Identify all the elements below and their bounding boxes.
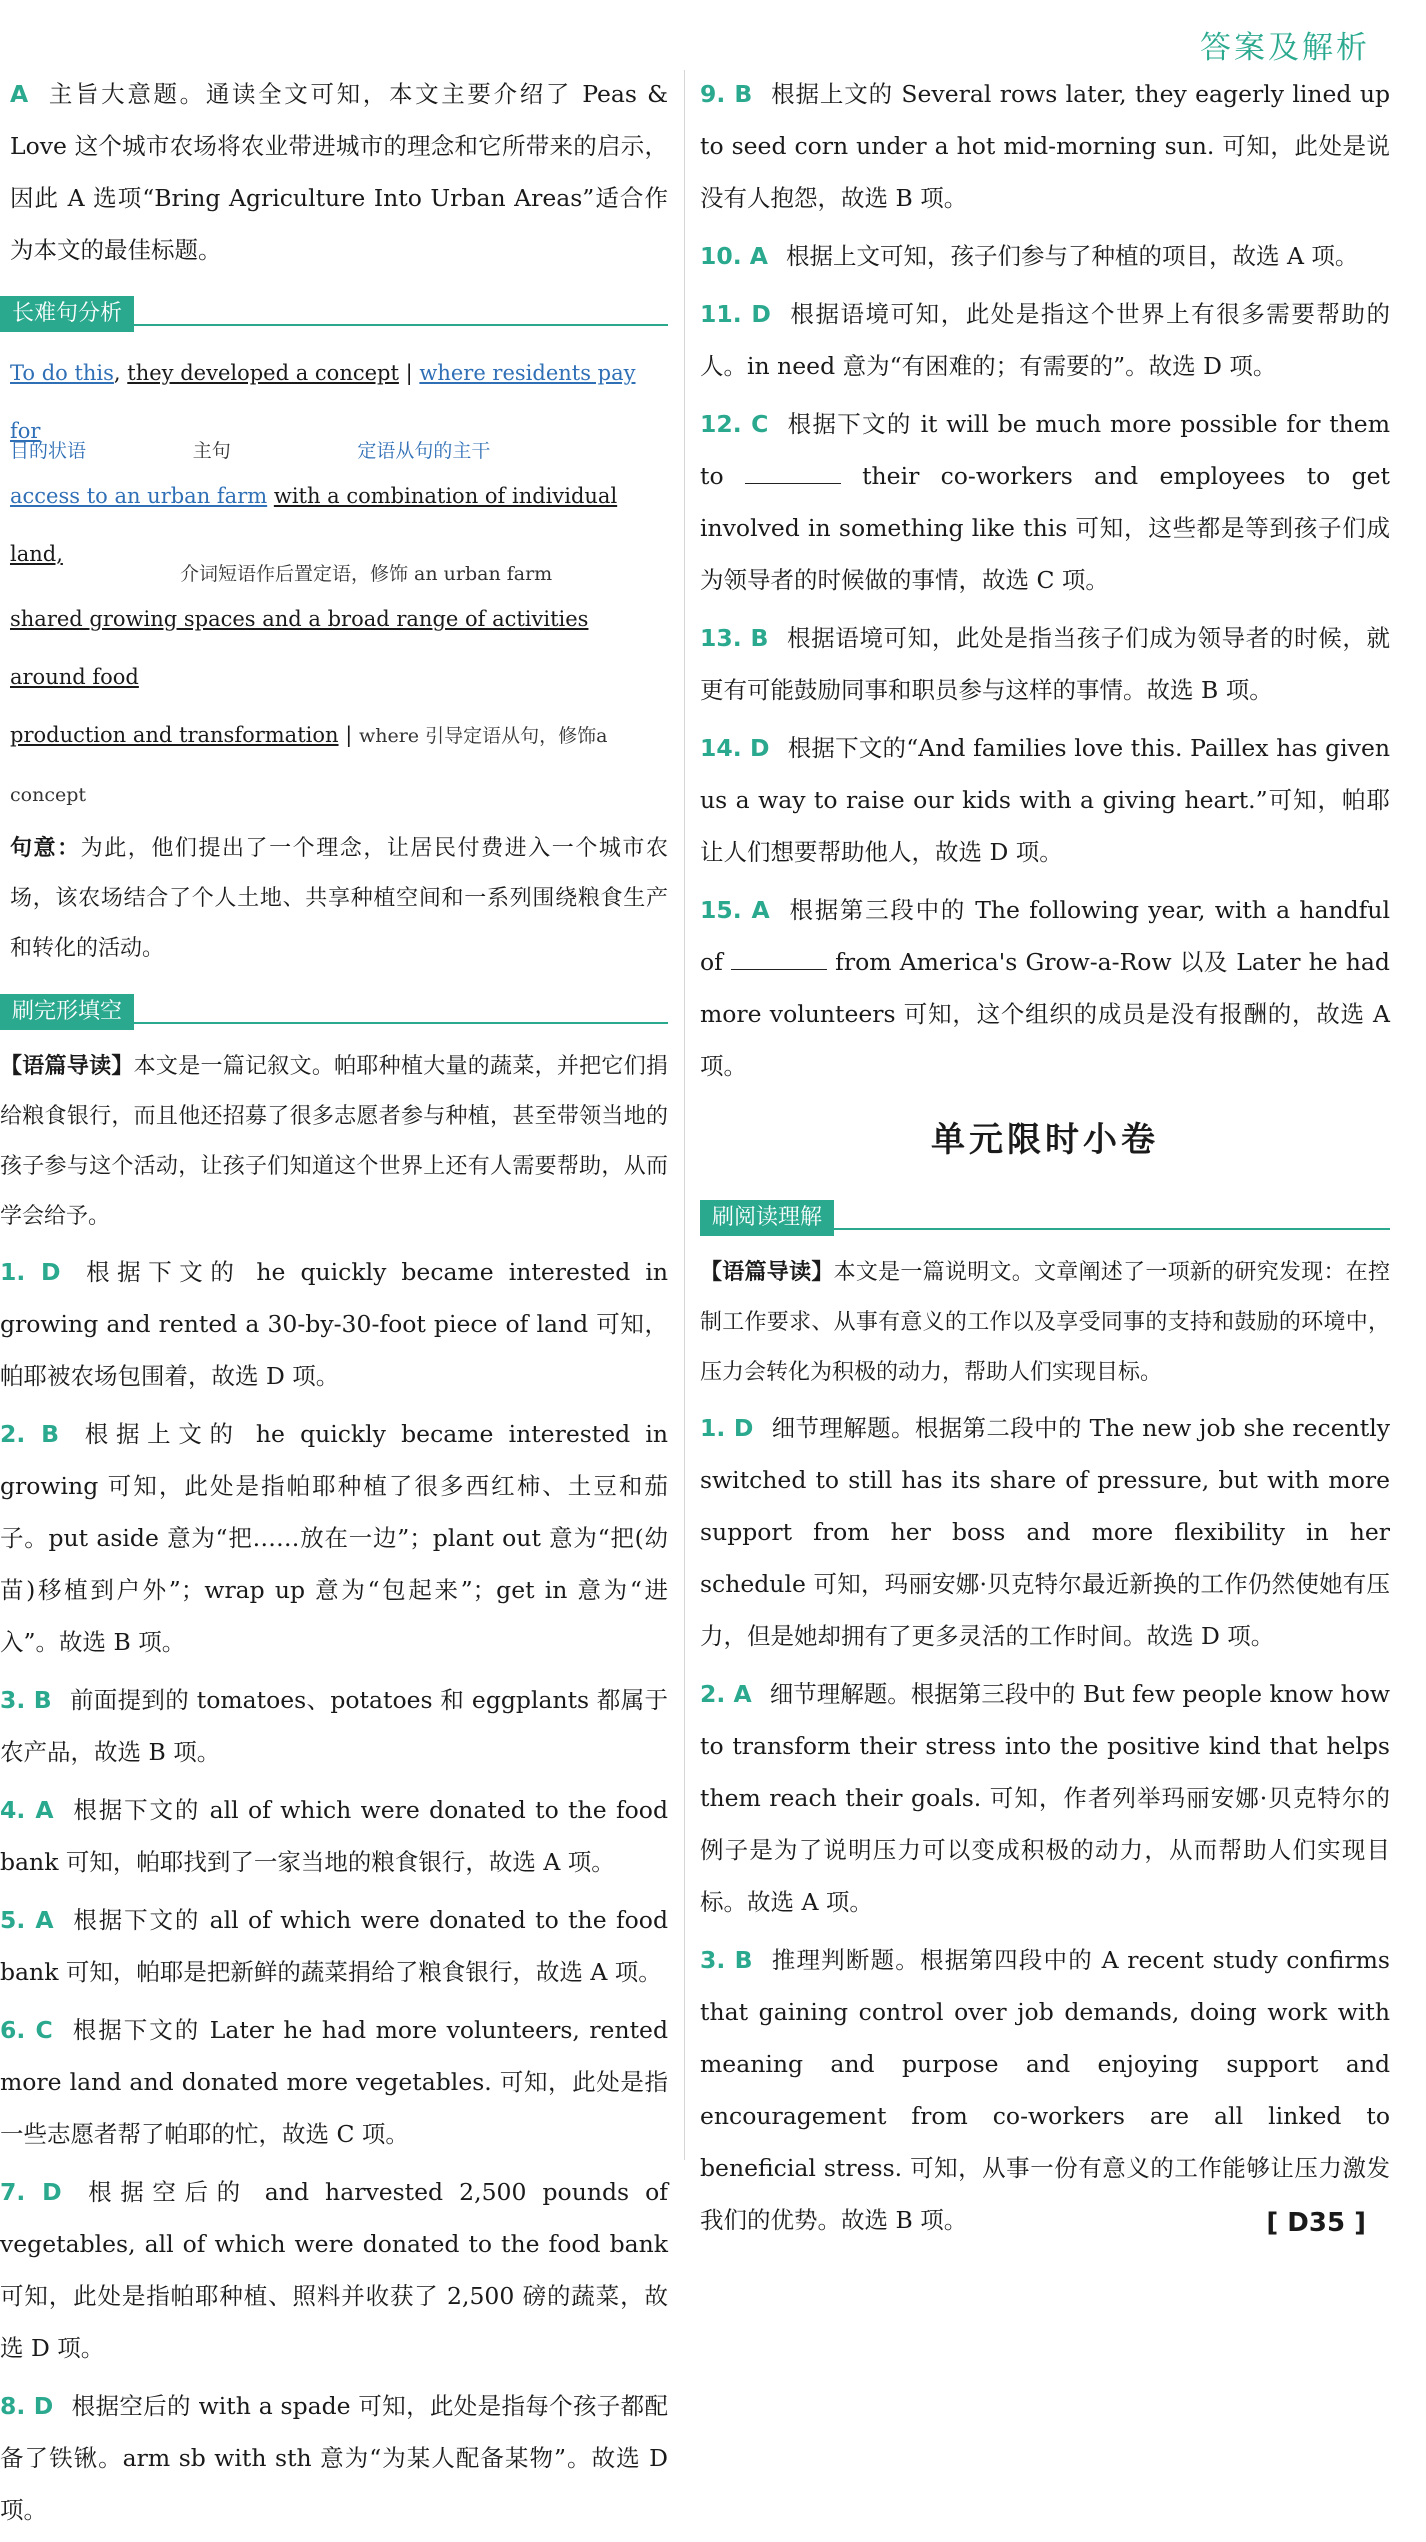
intro-label: 【语篇导读】 bbox=[700, 1260, 834, 1285]
page-header-title: 答案及解析 bbox=[1200, 30, 1370, 66]
translation-label: 句意： bbox=[10, 836, 81, 861]
answer-item bbox=[0, 1246, 668, 1402]
answer-item bbox=[0, 1784, 668, 1888]
answer-number: 5. A bbox=[0, 1906, 54, 1934]
answer-text: 根据下文的“And families love this. Paillex has given us a way to raise our kids with a giving heart.”可知，帕耶让人们想要帮助他人，故选 D 项。 bbox=[700, 734, 1390, 866]
reading-intro bbox=[700, 1248, 1390, 1398]
answer-number: 3. B bbox=[0, 1686, 52, 1714]
answer-text: their co-workers and employees to get involved in something like this 可知，这些都是等到孩子们成为领导者的时候做的事情，故选 C 项。 bbox=[700, 462, 1390, 594]
answer-item bbox=[0, 2004, 668, 2160]
answer-text: 根据上文的 Several rows later, they eagerly lined up to seed corn under a hot mid-morning sun. 可知，此处是说没有人抱怨，故选 B 项。 bbox=[700, 80, 1391, 212]
column-divider bbox=[684, 70, 685, 2160]
right-column bbox=[700, 68, 1390, 2252]
analysis-notes-2 bbox=[10, 557, 668, 590]
answer-text: 细节理解题。根据第二段中的 The new job she recently switched to still has its share of pressure, but with more support from her boss and more flexibility in her schedule 可知，玛丽安娜·贝克特尔最近新换的工作仍然使她有压力，但是她却拥有了更多灵活的工作时间。故选 D 项。 bbox=[700, 1414, 1390, 1650]
answer-number: 3. B bbox=[700, 1946, 753, 1974]
answer-text: 推理判断题。根据第四段中的 A recent study confirms that gaining control over job demands, doing work with meaning and purpose and enjoying support and encouragement from co-workers are all linked to beneficial stress. 可知，从事一份有意义的工作能够让压力激发我们的优势。故选 B 项。 bbox=[700, 1946, 1390, 2234]
answer-item bbox=[0, 1894, 668, 1998]
answer-number: 2. A bbox=[700, 1680, 752, 1708]
sentence-analysis bbox=[0, 344, 668, 974]
answer-item bbox=[700, 1402, 1390, 1662]
analysis-phrase: they developed a concept bbox=[127, 361, 399, 385]
answer-item bbox=[0, 2166, 668, 2374]
analysis-phrase: where residents pay for bbox=[10, 361, 636, 443]
answer-number: 7. D bbox=[0, 2178, 62, 2206]
answer-item bbox=[700, 1668, 1390, 1928]
answer-number: 1. D bbox=[700, 1414, 754, 1442]
answer-text: 根据下文的 he quickly became interested in growing and rented a 30-by-30-foot piece of land 可知，帕耶被农场包围着，故选 D 项。 bbox=[0, 1258, 669, 1390]
answer-number: 12. C bbox=[700, 410, 769, 438]
analysis-notes-1 bbox=[10, 434, 668, 467]
answer-item bbox=[700, 68, 1390, 224]
intro-text: 本文是一篇记叙文。帕耶种植大量的蔬菜，并把它们捐给粮食银行，而且他还招募了很多志愿者参与种植，甚至带领当地的孩子参与这个活动，让孩子们知道这个世界上还有人需要帮助，从而学会给予。 bbox=[0, 1054, 668, 1229]
answer-number: 1. D bbox=[0, 1258, 61, 1286]
answer-text: 根据上文可知，孩子们参与了种植的项目，故选 A 项。 bbox=[786, 242, 1359, 270]
blank-line bbox=[731, 949, 827, 970]
translation-text: 为此，他们提出了一个理念，让居民付费进入一个城市农场，该农场结合了个人土地、共享种植空间和一系列围绕粮食生产和转化的活动。 bbox=[10, 836, 668, 961]
answer-number: 15. A bbox=[700, 896, 770, 924]
answer-item bbox=[700, 230, 1390, 282]
answer-item bbox=[700, 722, 1390, 878]
answer-text: 细节理解题。根据第三段中的 But few people know how to transform their stress into the positive kind that helps them reach their goals. 可知，作者列举玛丽安娜·贝克特尔的例子是为了说明压力可以变成积极的动力，从而帮助人们实现目标。故选 A 项。 bbox=[700, 1680, 1390, 1916]
page-number: [ D35 ] bbox=[1266, 2208, 1366, 2238]
cloze-intro bbox=[0, 1042, 668, 1242]
answer-item bbox=[700, 884, 1390, 1092]
answer-text: 根据语境可知，此处是指这个世界上有很多需要帮助的人。in need 意为“有困难的；有需要的”。故选 D 项。 bbox=[700, 300, 1390, 380]
analysis-phrase: access to an urban farm bbox=[10, 484, 268, 508]
analysis-note: 介词短语作后置定语，修饰 an urban farm bbox=[180, 563, 553, 585]
answer-text: 根据下文的 Later he had more volunteers, rented more land and donated more vegetables. 可知，此处是指一些志愿者帮了帕耶的忙，故选 C 项。 bbox=[0, 2016, 668, 2148]
analysis-line-4: production and transformation | where 引导定语从句，修饰a concept bbox=[10, 723, 608, 806]
answer-item bbox=[0, 2380, 668, 2536]
analysis-phrase: with a combination of individual land, bbox=[10, 484, 618, 566]
reading-section-tag: 刷阅读理解 bbox=[700, 1200, 834, 1236]
answer-item bbox=[0, 1408, 668, 1668]
answer-number: 14. D bbox=[700, 734, 770, 762]
analysis-line-3 bbox=[10, 590, 668, 706]
answer-item bbox=[700, 1934, 1390, 2246]
cloze-section-header bbox=[0, 984, 668, 1024]
intro-text: 本文是一篇说明文。文章阐述了一项新的研究发现：在控制工作要求、从事有意义的工作以及享受同事的支持和鼓励的环境中，压力会转化为积极的动力，帮助人们实现目标。 bbox=[700, 1260, 1390, 1385]
answer-text: 主旨大意题。通读全文可知，本文主要介绍了 Peas & Love 这个城市农场将农业带进城市的理念和它所带来的启示，因此 A 选项“Bring Agriculture Into Urban Areas”适合作为本文的最佳标题。 bbox=[10, 80, 668, 264]
analysis-note: where 引导定语从句，修饰a concept bbox=[10, 725, 608, 806]
answer-number: A bbox=[10, 80, 29, 108]
answer-number: 9. B bbox=[700, 80, 753, 108]
answer-text: 根据下文的 all of which were donated to the food bank 可知，帕耶找到了一家当地的粮食银行，故选 A 项。 bbox=[0, 1796, 668, 1876]
analysis-section-tag: 长难句分析 bbox=[0, 296, 134, 332]
answer-text: 前面提到的 tomatoes、potatoes 和 eggplants 都属于农产品，故选 B 项。 bbox=[0, 1686, 669, 1766]
analysis-phrase: production and transformation bbox=[10, 723, 339, 747]
answer-item bbox=[700, 398, 1390, 606]
answer-text: 根据下文的 it will be much more possible for them to bbox=[700, 410, 1390, 490]
answer-number: 6. C bbox=[0, 2016, 53, 2044]
answer-item bbox=[0, 1674, 668, 1778]
analysis-phrase: shared growing spaces and a broad range of activities around food bbox=[10, 607, 589, 689]
analysis-section-header bbox=[0, 286, 668, 326]
answer-number: 13. B bbox=[700, 624, 769, 652]
answer-number: 10. A bbox=[700, 242, 768, 270]
cloze-section-tag: 刷完形填空 bbox=[0, 994, 134, 1030]
answer-text: 根据第三段中的 The following year, with a handful of bbox=[700, 896, 1390, 976]
answer-number: 4. A bbox=[0, 1796, 54, 1824]
intro-label: 【语篇导读】 bbox=[0, 1054, 134, 1079]
answer-text: 根据下文的 all of which were donated to the food bank 可知，帕耶是把新鲜的蔬菜捐给了粮食银行，故选 A 项。 bbox=[0, 1906, 668, 1986]
analysis-line-1: To do this, they developed a concept | where residents pay for bbox=[10, 361, 636, 443]
answer-item bbox=[700, 288, 1390, 392]
answer-number: 8. D bbox=[0, 2392, 54, 2420]
answer-text: 根据上文的 he quickly became interested in growing 可知，此处是指帕耶种植了很多西红柿、土豆和茄子。put aside 意为“把……放在一边”；plant out 意为“把(幼苗)移植到户外”；wrap up 意为“包起来”；get in 意为“进入”。故选 B 项。 bbox=[0, 1420, 668, 1656]
sentence-translation bbox=[10, 824, 668, 974]
analysis-phrase: To do this bbox=[10, 361, 114, 385]
analysis-note: 主句 bbox=[192, 440, 231, 462]
reading-section-header bbox=[700, 1190, 1390, 1230]
unit-test-title: 单元限时小卷 bbox=[931, 1120, 1159, 1160]
answer-number: 11. D bbox=[700, 300, 771, 328]
answer-item bbox=[700, 612, 1390, 716]
answer-text: 根据空后的 and harvested 2,500 pounds of vegetables, all of which were donated to the food bank 可知，此处是指帕耶种植、照料并收获了 2,500 磅的蔬菜，故选 D 项。 bbox=[0, 2178, 668, 2362]
answer-text: 根据空后的 with a spade 可知，此处是指每个孩子都配备了铁锹。arm sb with sth 意为“为某人配备某物”。故选 D 项。 bbox=[0, 2392, 668, 2524]
answer-text: 根据语境可知，此处是指当孩子们成为领导者的时候，就更有可能鼓励同事和职员参与这样的事情。故选 B 项。 bbox=[700, 624, 1390, 704]
answer-number: 2. B bbox=[0, 1420, 60, 1448]
analysis-note: 定语从句的主干 bbox=[357, 440, 491, 462]
analysis-note: 目的状语 bbox=[10, 440, 87, 462]
page-number-text: D35 bbox=[1287, 2208, 1346, 2238]
blank-line bbox=[745, 463, 841, 484]
answer-item-main-idea bbox=[0, 68, 668, 276]
answer-text: from America's Grow-a-Row 以及 Later he had more volunteers 可知，这个组织的成员是没有报酬的，故选 A 项。 bbox=[700, 948, 1390, 1080]
left-column bbox=[0, 68, 668, 2542]
